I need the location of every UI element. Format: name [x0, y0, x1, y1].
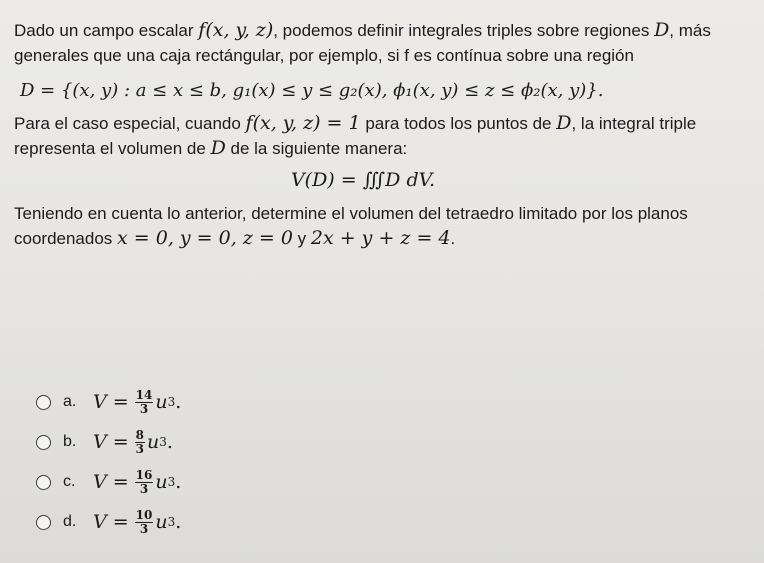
- special-function: f(x, y, z) = 1: [245, 112, 361, 134]
- option-unit: u: [155, 511, 168, 533]
- option-formula: [93, 509, 181, 536]
- option-fraction: [135, 509, 154, 536]
- coordinate-planes: x = 0, y = 0, z = 0: [117, 227, 293, 249]
- special-text-1: Para el caso especial, cuando: [14, 114, 246, 133]
- option-d[interactable]: [36, 504, 181, 540]
- option-formula: [93, 469, 181, 496]
- question-end: .: [450, 229, 456, 248]
- intro-paragraph: [14, 18, 742, 68]
- option-fraction: [135, 389, 154, 416]
- option-formula: [93, 429, 173, 456]
- option-letter: a.: [63, 393, 77, 410]
- option-c[interactable]: [36, 464, 181, 500]
- option-unit: u: [147, 431, 160, 453]
- radio-button-icon[interactable]: [36, 395, 51, 410]
- special-text-3: , la integral triple representa el volumen de: [14, 114, 697, 158]
- fraction-denominator: 3: [139, 401, 149, 416]
- fraction-denominator: 3: [139, 521, 149, 536]
- question-paragraph: [14, 201, 742, 251]
- option-fraction: [135, 429, 145, 456]
- option-exponent: 3: [167, 515, 176, 529]
- option-exponent: 3: [167, 395, 176, 409]
- option-letter: d.: [63, 513, 77, 530]
- option-eq: =: [112, 471, 129, 493]
- option-var: V: [93, 431, 107, 453]
- option-exponent: 3: [159, 435, 167, 449]
- intro-function: f(x, y, z): [198, 19, 274, 41]
- option-b[interactable]: [36, 424, 181, 460]
- option-eq: =: [112, 391, 129, 413]
- option-var: V: [93, 471, 107, 493]
- radio-button-icon[interactable]: [36, 515, 51, 530]
- option-period: .: [175, 471, 182, 493]
- option-period: .: [175, 511, 182, 533]
- special-text-2: para todos los puntos de: [360, 114, 557, 133]
- option-fraction: [135, 469, 154, 496]
- option-period: .: [175, 391, 182, 413]
- volume-formula: V(D) = ∭D dV.: [290, 169, 436, 191]
- special-region-symbol: D: [556, 112, 572, 134]
- option-a[interactable]: [36, 384, 181, 420]
- option-eq: =: [112, 431, 129, 453]
- fraction-denominator: 3: [135, 441, 145, 456]
- option-unit: u: [155, 471, 168, 493]
- intro-region-symbol: D: [654, 19, 670, 41]
- radio-button-icon[interactable]: [36, 475, 51, 490]
- option-formula: [93, 389, 181, 416]
- intro-text-1: Dado un campo escalar: [14, 21, 199, 40]
- plane-equation: 2x + y + z = 4: [310, 227, 451, 249]
- intro-text-2: , podemos definir integrales triples sobre regiones: [273, 21, 655, 40]
- option-var: V: [93, 511, 107, 533]
- fraction-numerator: 8: [135, 427, 145, 442]
- special-text-4: de la siguiente manera:: [225, 139, 408, 158]
- fraction-numerator: 10: [135, 507, 153, 522]
- option-letter: c.: [63, 473, 76, 490]
- fraction-denominator: 3: [139, 481, 149, 496]
- option-letter: b.: [63, 433, 77, 450]
- question-conjunction: y: [292, 229, 311, 248]
- fraction-numerator: 14: [135, 387, 153, 402]
- option-unit: u: [155, 391, 168, 413]
- intro-text-3: , más generales que una caja rectángular, por ejemplo, si f es contínua sobre una región: [14, 21, 711, 65]
- answer-options: [36, 384, 181, 544]
- option-exponent: 3: [167, 475, 176, 489]
- fraction-numerator: 16: [135, 467, 153, 482]
- radio-button-icon[interactable]: [36, 435, 51, 450]
- option-eq: =: [112, 511, 129, 533]
- special-region-symbol-2: D: [210, 137, 226, 159]
- question-text: Teniendo en cuenta lo anterior, determine el volumen del tetraedro limitado por los planos coordenados: [14, 204, 688, 248]
- special-case-paragraph: [14, 111, 742, 161]
- option-period: .: [166, 431, 173, 453]
- domain-formula: D = {(x, y) : a ≤ x ≤ b, g₁(x) ≤ y ≤ g₂(x), ϕ₁(x, y) ≤ z ≤ ϕ₂(x, y)}.: [20, 80, 604, 101]
- option-var: V: [93, 391, 107, 413]
